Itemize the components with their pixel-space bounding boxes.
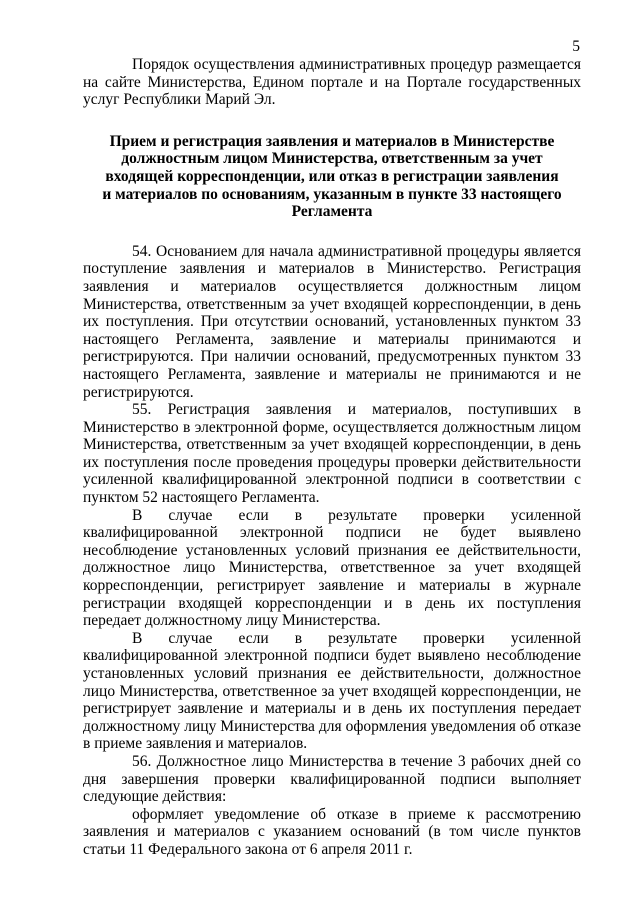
paragraph-56: 56. Должностное лицо Министерства в течение 3 рабочих дней со дня завершения проверки квалифицированной подписи выполняет следующие действия: — [83, 752, 581, 806]
document-body — [83, 56, 581, 859]
paragraph-55-case-invalid: В случае если в результате проверки усиленной квалифицированной электронной подписи будет выявлено несоблюдение установленных условий признания ее действительности, должностное лицо Министерства, ответственное за учет входящей корреспонденции, не регистрирует заявление и материалы и в день их поступления передает должностному лицу Министерства для оформления уведомления об отказе в приеме заявления и материалов. — [83, 629, 581, 753]
paragraph-55-case-valid: В случае если в результате проверки усиленной квалифицированной электронной подписи не будет выявлено несоблюдение установленных условий признания ее действительности, должностное лицо Министерства, ответственное за учет входящей корреспонденции, регистрирует заявление и материалы в журнале регистрации входящей корреспонденции и в день их поступления передает должностному лицу Министерства. — [83, 506, 581, 630]
heading-line: входящей корреспонденции, или отказ в регистрации заявления — [105, 167, 559, 185]
section-heading — [83, 133, 581, 221]
paragraph-54: 54. Основанием для начала административной процедуры является поступление заявления и материалов в Министерство. Регистрация заявления и материалов осуществляется должностным лицом Министерства, ответственным за учет входящей корреспонденции, в день их поступления. При отсутствии оснований, установленных пунктом 33 настоящего Регламента, заявление и материалы принимаются и регистрируются. При наличии оснований, предусмотренных пунктом 33 настоящего Регламента, заявление и материалы не принимаются и не регистрируются. — [83, 242, 581, 401]
heading-line: и материалов по основаниям, указанным в пункте 33 настоящего — [102, 185, 562, 203]
heading-line: Прием и регистрация заявления и материалов в Министерстве — [109, 132, 555, 150]
page-number: 5 — [572, 38, 580, 55]
intro-paragraph: Порядок осуществления административных процедур размещается на сайте Министерства, Едином портале и на Портале государственных услуг Республики Марий Эл. — [83, 56, 581, 109]
paragraph-55: 55. Регистрация заявления и материалов, поступивших в Министерство в электронной форме, осуществляется должностным лицом Министерства, ответственным за учет входящей корреспонденции, в день их поступления после проведения процедуры проверки действительности усиленной квалифицированной электронной подписи в соответствии с пунктом 52 настоящего Регламента. — [83, 401, 581, 507]
heading-line: должностным лицом Министерства, ответственным за учет — [121, 150, 543, 168]
paragraph-56-action: оформляет уведомление об отказе в приеме к рассмотрению заявления и материалов с указанием оснований (в том числе пунктов статьи 11 Федерального закона от 6 апреля 2011 г. — [83, 805, 581, 858]
heading-line: Регламента — [291, 203, 373, 221]
